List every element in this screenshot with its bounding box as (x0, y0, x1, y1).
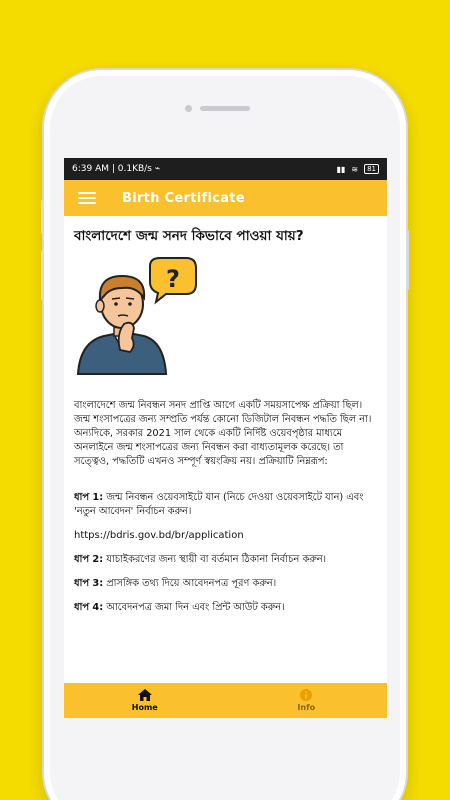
step-1-label: ধাপ 1: (74, 492, 104, 503)
menu-icon[interactable] (78, 192, 96, 204)
phone-side-button (41, 250, 44, 300)
battery-icon: 81 (364, 164, 379, 174)
network-speed: 0.1KB/s (117, 164, 152, 174)
article-heading: বাংলাদেশে জন্ম সনদ কিভাবে পাওয়া যায়? (74, 228, 304, 244)
app-bar (64, 180, 387, 216)
application-link[interactable]: https://bdris.gov.bd/br/application (74, 530, 244, 541)
status-time: 6:39 AM (72, 164, 109, 174)
status-left: 6:39 AM | 0.1KB/s ⌁ (72, 164, 161, 174)
svg-text:?: ? (166, 265, 180, 293)
nav-home[interactable] (64, 683, 226, 718)
article-content[interactable] (64, 216, 387, 683)
wifi-icon: ≋ (351, 164, 359, 174)
nav-info[interactable] (226, 683, 388, 718)
person-thinking-question-illustration (74, 254, 377, 389)
step-4-label: ধাপ 4: (74, 602, 104, 613)
step-1-text: জন্ম নিবন্ধন ওয়েবসাইটে যান (নিচে দেওয়া ওয়েবসাইটে যান) এবং 'নতুন আবেদন' নির্বাচন করুন। (74, 492, 364, 517)
nav-home-label: Home (131, 703, 158, 712)
step-2-text: যাচাইকরণের জন্য স্থায়ী বা বর্তমান ঠিকানা নির্বাচন করুন। (103, 554, 327, 565)
status-bar (64, 158, 387, 180)
app-screen (64, 158, 387, 718)
article-intro: বাংলাদেশে জন্ম নিবন্ধন সনদ প্রাপ্তি আগে একটি সময়সাপেক্ষ প্রক্রিয়া ছিল। জন্ম শংসাপত্রের জন্য সম্প্রতি পর্যন্ত কোনো ডিজিটাল নিবন্ধন পদ্ধতি ছিল না। অন্যদিকে, সরকার 2021 সাল থেকে একটি নির্দিষ্ট ওয়েবপৃষ্ঠার মাধ্যমে অনলাইনে জন্ম শংসাপত্রের জন্য নিবন্ধন করা বাধ্যতামূলক করেছে। তা সত্ত্বেও, পদ্ধতিটি এখনও সম্পূর্ণ স্বয়ংক্রিয় নয়। প্রক্রিয়াটি নিম্নরূপ: (74, 400, 372, 467)
phone-camera (185, 105, 192, 112)
step-4 (74, 601, 377, 615)
nav-info-label: Info (297, 703, 316, 712)
step-2-label: ধাপ 2: (74, 554, 104, 565)
step-3 (74, 577, 377, 591)
signal-icon: ▮▮ (336, 164, 346, 174)
bottom-navigation (64, 683, 387, 718)
step-3-text: প্রাসঙ্গিক তথ্য দিয়ে আবেদনপত্র পূরণ করুন। (103, 578, 277, 589)
step-2 (74, 553, 377, 567)
step-4-text: আবেদনপত্র জমা দিন এবং প্রিন্ট আউট করুন। (103, 602, 285, 613)
status-right (337, 164, 379, 174)
info-icon (300, 689, 312, 701)
step-3-label: ধাপ 3: (74, 578, 104, 589)
app-title: Birth Certificate (122, 190, 245, 206)
step-1 (74, 491, 377, 519)
usb-icon: ⌁ (154, 164, 161, 174)
phone-speaker (200, 106, 250, 111)
home-icon (138, 689, 152, 701)
phone-side-button (406, 230, 409, 290)
phone-side-button (41, 200, 44, 234)
